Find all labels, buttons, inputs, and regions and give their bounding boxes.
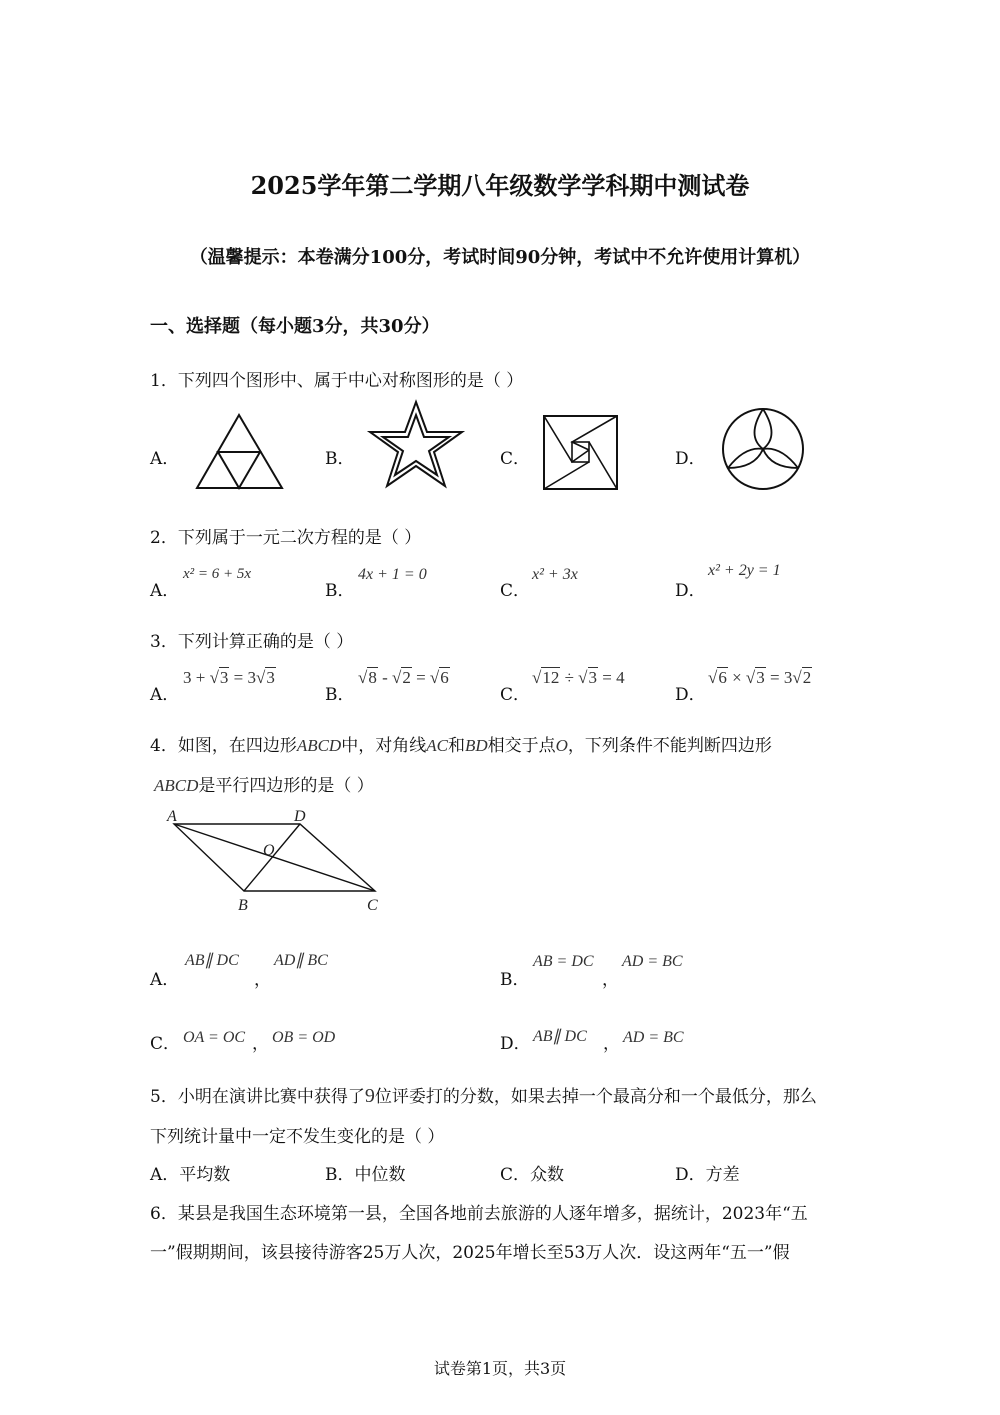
q3-c-mid: ÷ √ — [560, 668, 588, 687]
q4-text-3: 和 — [447, 736, 465, 756]
q4-option-b-label: B． — [500, 970, 530, 990]
q4-text-2: 中，对角线 — [341, 736, 427, 756]
exam-notice: （温馨提示：本卷满分100分，考试时间90分钟，考试中不允许使用计算机） — [189, 247, 811, 268]
q3-d-pre: √ — [708, 668, 718, 687]
q3-a-pre: 3 + √ — [183, 668, 219, 687]
q4-option-b-cond-1: AB = DC — [533, 953, 594, 970]
q4-text-4: 相交于点 — [487, 736, 556, 756]
q4-bd: BD — [464, 736, 488, 755]
q3-option-b-label: B． — [325, 685, 355, 705]
question-3-stem: 3．下列计算正确的是（ ） — [150, 632, 354, 652]
q5-text-2: 位评委打的分数，如果去掉一个最高分和一个最低分，那么 — [374, 1087, 817, 1107]
q4-option-d-sep: ， — [603, 1034, 620, 1054]
label-a: A — [167, 808, 177, 825]
q3-d-radicand-1: 6 — [718, 668, 727, 687]
q4-ac: AC — [426, 736, 448, 755]
question-4-stem-line2 — [154, 771, 374, 796]
q4-option-d-cond-2: AD = BC — [623, 1029, 684, 1046]
page-footer: 试卷第1页，共3页 — [433, 1359, 567, 1378]
q1-option-c-label: C． — [500, 449, 531, 469]
q3-b-radicand-2: 2 — [402, 668, 411, 687]
q4-text-6: 是平行四边形的是（ ） — [198, 776, 374, 796]
q1-option-a-label: A． — [150, 449, 180, 469]
q3-option-a-label: A． — [150, 685, 180, 705]
question-1-stem: 1．下列四个图形中、属于中心对称图形的是（ ） — [150, 371, 524, 391]
q4-o: O — [555, 736, 568, 755]
q3-d-mid: × √ — [727, 668, 756, 687]
q2-option-a: x² = 6 + 5x — [183, 566, 252, 582]
q3-c-radicand-2: 3 — [588, 668, 598, 687]
q5-option-b: B．中位数 — [325, 1165, 406, 1185]
q3-option-b — [358, 668, 450, 688]
parallelogram-figure — [160, 803, 390, 918]
q4-option-c-cond-2: OB = OD — [272, 1029, 336, 1046]
triangle-figure — [192, 410, 292, 492]
q3-d-radicand-3: 2 — [802, 668, 812, 687]
q2-option-d: x² + 2y = 1 — [708, 562, 781, 579]
q2-option-b-label: B． — [325, 581, 355, 601]
question-5-stem-line1 — [150, 1082, 817, 1108]
square-pinwheel-figure — [542, 414, 620, 492]
exam-title: 2025学年第二学期八年级数学学科期中测试卷 — [250, 171, 750, 200]
q3-d-radicand-2: 3 — [756, 668, 765, 687]
q4-abcd: ABCD — [296, 736, 342, 755]
q3-option-d — [708, 668, 812, 688]
q4-option-d-label: D． — [500, 1034, 531, 1054]
q4-abcd-2: ABCD — [154, 776, 199, 795]
q3-b-radicand-1: 8 — [368, 668, 377, 687]
q4-text-1: 4．如图，在四边形 — [150, 736, 297, 756]
q3-d-mid2: = 3√ — [765, 668, 802, 687]
q3-option-a — [183, 668, 276, 688]
q4-option-a-cond-1: AB∥ DC — [185, 952, 239, 969]
q3-option-c-label: C． — [500, 685, 531, 705]
q2-option-c-label: C． — [500, 581, 531, 601]
question-6-line2: 一”假期期间，该县接待游客25万人次，2025年增长至53万人次．设这两年“五一”假 — [150, 1243, 790, 1263]
section-heading: 一、选择题（每小题3分，共30分） — [150, 316, 440, 337]
q5-text-1: 5．小明在演讲比赛中获得了 — [150, 1087, 365, 1107]
question-4-stem-line1 — [150, 731, 772, 756]
q4-option-d-cond-1: AB∥ DC — [533, 1028, 587, 1045]
q1-option-d-label: D． — [675, 449, 706, 469]
label-o: O — [263, 842, 275, 859]
q3-a-radicand-1: 3 — [219, 668, 229, 687]
q1-option-b-label: B． — [325, 449, 355, 469]
q4-option-c-cond-1: OA = OC — [183, 1029, 246, 1046]
label-b: B — [238, 897, 248, 914]
q4-text-5: ，下列条件不能判断四边形 — [567, 736, 772, 756]
q5-option-d: D．方差 — [675, 1165, 740, 1185]
star-figure — [366, 398, 466, 492]
q3-b-mid: - √ — [377, 668, 402, 687]
q3-c-radicand-1: 12 — [542, 668, 560, 687]
label-c: C — [367, 897, 378, 914]
q3-b-mid2: = √ — [411, 668, 440, 687]
q5-option-c: C．众数 — [500, 1165, 565, 1185]
q2-option-b: 4x + 1 = 0 — [358, 566, 427, 583]
q2-option-d-label: D． — [675, 581, 706, 601]
q4-option-c-label: C． — [150, 1034, 181, 1054]
q4-option-a-label: A． — [150, 970, 180, 990]
q3-b-pre: √ — [358, 668, 368, 687]
q4-option-a-sep: ， — [254, 970, 271, 990]
q3-option-c — [532, 668, 625, 688]
q2-option-c: x² + 3x — [532, 566, 578, 583]
question-5-stem-line2: 下列统计量中一定不发生变化的是（ ） — [150, 1127, 445, 1147]
q4-option-a-cond-2: AD∥ BC — [274, 952, 328, 969]
q4-option-b-sep: ， — [602, 970, 619, 990]
label-d: D — [294, 808, 306, 825]
question-6-line1: 6．某县是我国生态环境第一县，全国各地前去旅游的人逐年增多，据统计，2023年“五 — [150, 1204, 808, 1224]
q4-option-b-cond-2: AD = BC — [622, 953, 683, 970]
q3-a-radicand-2: 3 — [266, 668, 275, 687]
q5-nine: 9 — [364, 1085, 375, 1107]
question-2-stem: 2．下列属于一元二次方程的是（ ） — [150, 528, 422, 548]
q3-b-radicand-3: 6 — [440, 668, 449, 687]
q2-option-a-label: A． — [150, 581, 180, 601]
q3-c-mid2: = 4 — [598, 668, 625, 687]
q3-c-pre: √ — [532, 668, 542, 687]
q3-a-mid: = 3√ — [229, 668, 266, 687]
q3-option-d-label: D． — [675, 685, 706, 705]
q4-option-c-sep: ， — [252, 1034, 269, 1054]
circle-petals-figure — [720, 406, 808, 492]
q5-option-a: A．平均数 — [150, 1165, 231, 1185]
